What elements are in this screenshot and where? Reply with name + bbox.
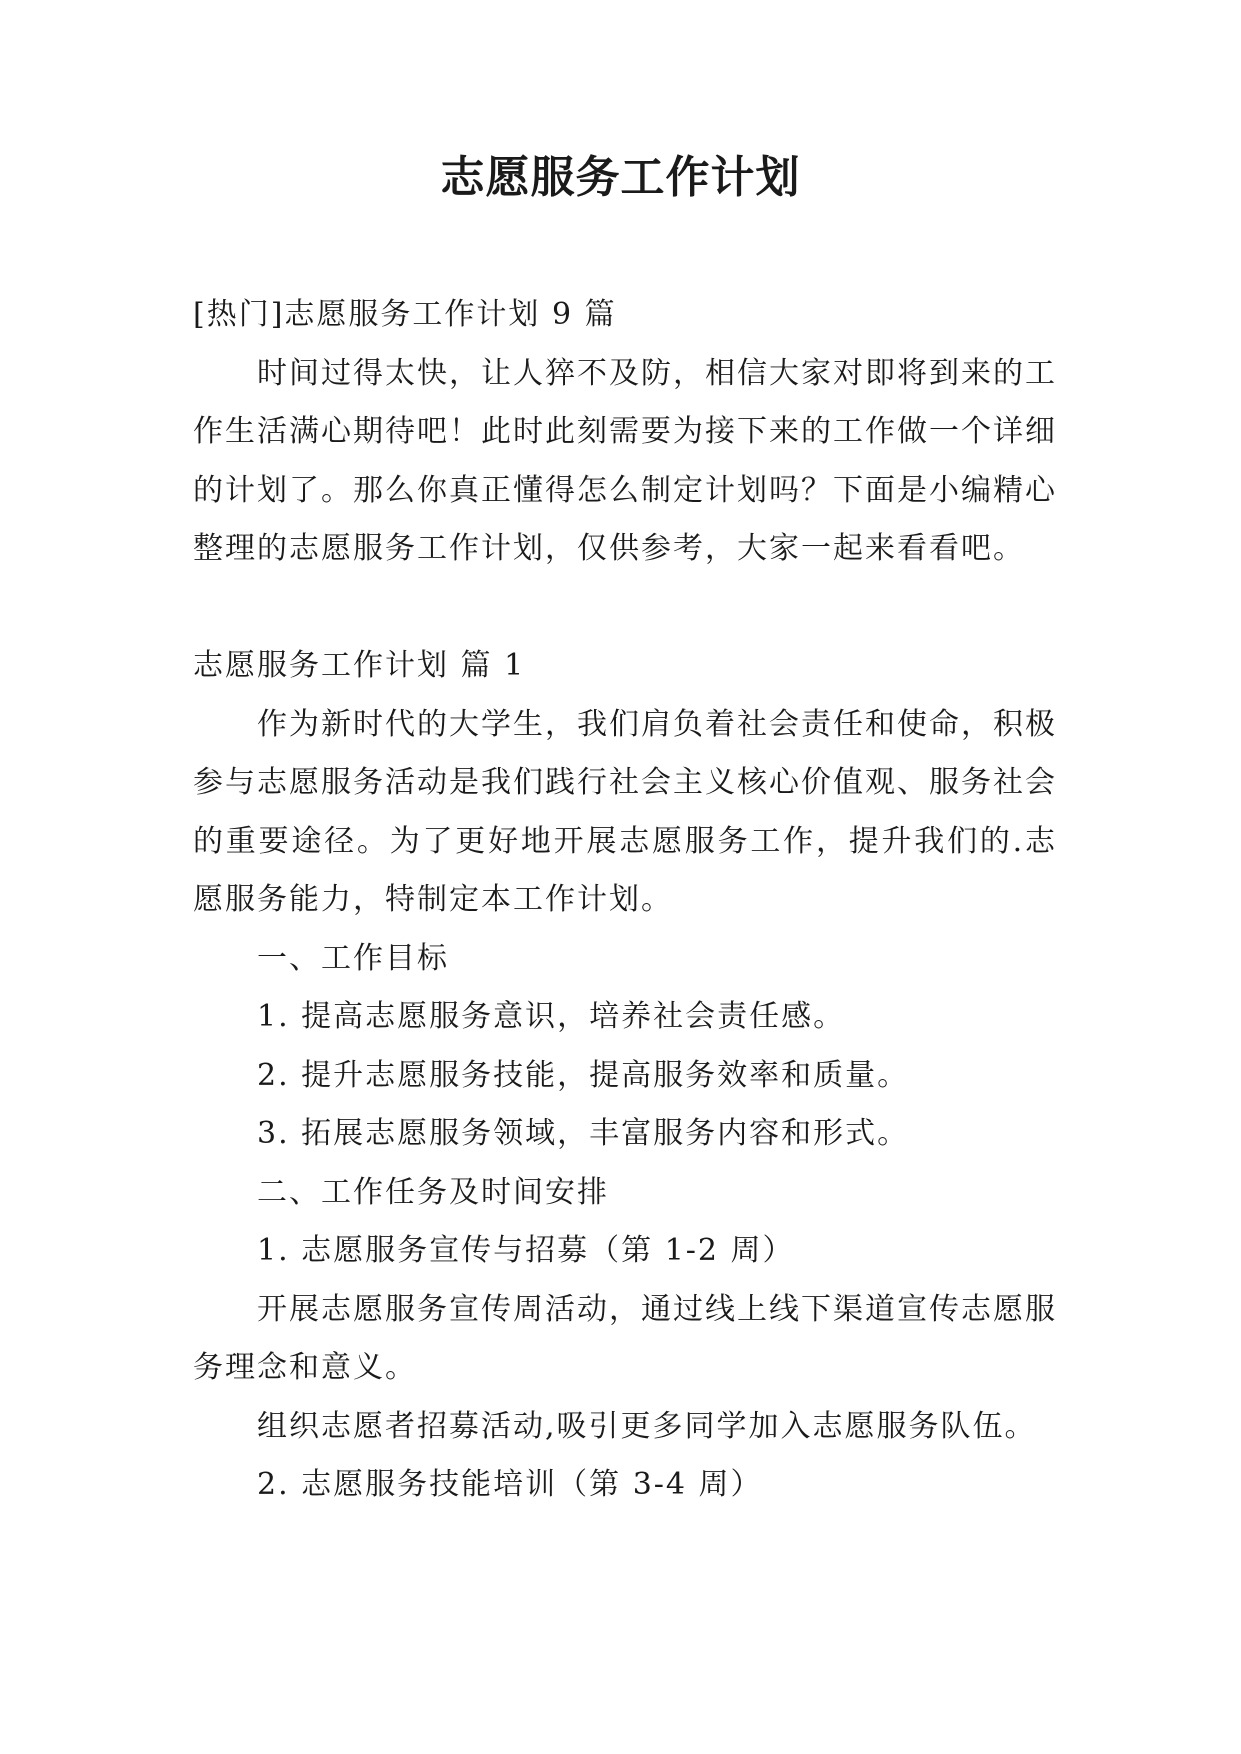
paragraph: 作为新时代的大学生，我们肩负着社会责任和使命，积极参与志愿服务活动是我们践行社会主义核心价值观、服务社会的重要途径。为了更好地开展志愿服务工作，提升我们的.志愿服务能力，特制定本工作计划。: [193, 706, 1057, 917]
paragraph: 时间过得太快，让人猝不及防，相信大家对即将到来的工作生活满心期待吧！此时此刻需要为接下来的工作做一个详细的计划了。那么你真正懂得怎么制定计划吗？下面是小编精心整理的志愿服务工作计划，仅供参考，大家一起来看看吧。: [193, 355, 1057, 566]
paragraph: 2. 志愿服务技能培训（第 3-4 周）: [257, 1467, 763, 1502]
paragraph: 2. 提升志愿服务技能，提高服务效率和质量。: [257, 1057, 910, 1093]
document-body: [193, 286, 1057, 1515]
paragraph: 1. 志愿服务宣传与招募（第 1-2 周）: [257, 1233, 795, 1268]
document-title: 志愿服务工作计划: [440, 152, 801, 203]
paragraph: 组织志愿者招募活动,吸引更多同学加入志愿服务队伍。: [257, 1408, 1037, 1444]
paragraph: 1. 提高志愿服务意识，培养社会责任感。: [257, 999, 846, 1034]
paragraph-spacer: [193, 579, 1057, 638]
paragraph: 二、工作任务及时间安排: [257, 1174, 609, 1210]
paragraph: 一、工作目标: [257, 940, 449, 976]
paragraph: 3. 拓展志愿服务领域，丰富服务内容和形式。: [257, 1116, 910, 1151]
paragraph: [热门]志愿服务工作计划 9 篇: [193, 297, 617, 332]
paragraph: 开展志愿服务宣传周活动，通过线上线下渠道宣传志愿服务理念和意义。: [193, 1291, 1057, 1385]
paragraph: 志愿服务工作计划 篇 1: [193, 648, 526, 683]
